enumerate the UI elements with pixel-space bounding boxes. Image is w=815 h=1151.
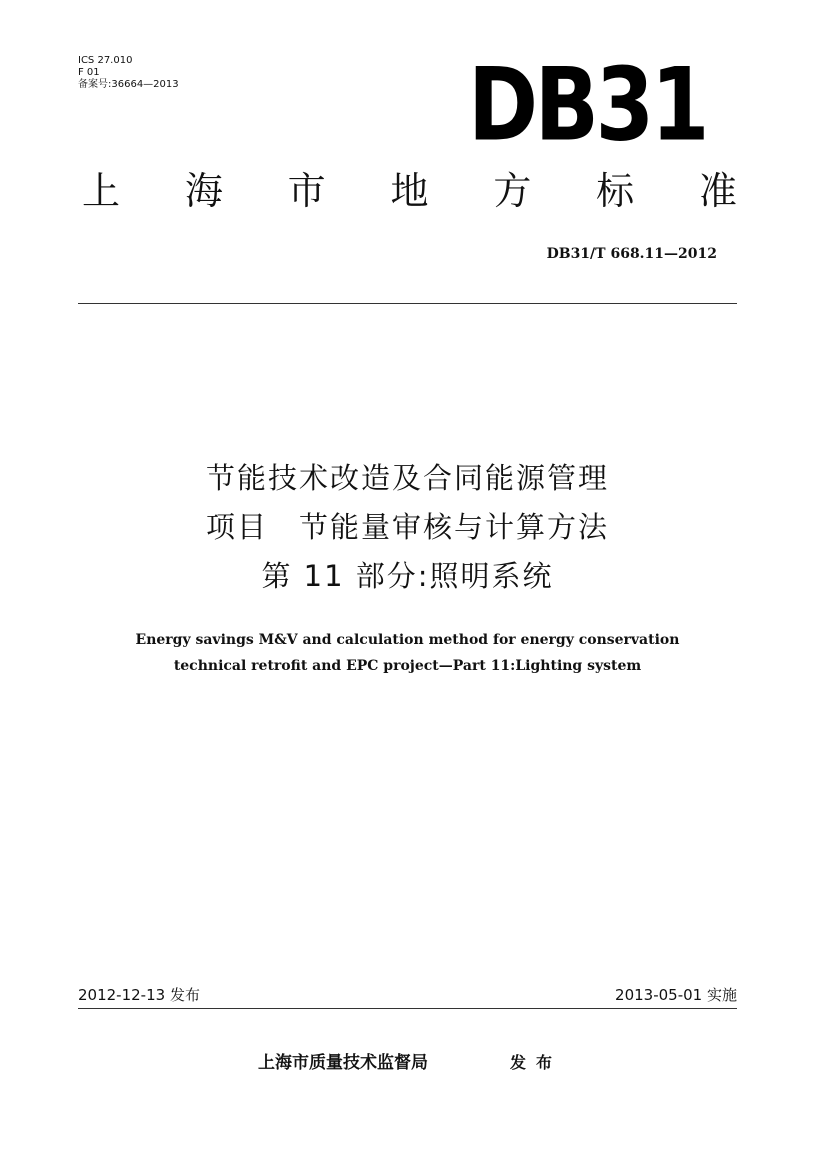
standard-number: DB31/T 668.11—2012 [546,246,717,262]
top-divider [78,303,737,304]
title-cn-line-1: 节能技术改造及合同能源管理 [205,461,609,495]
publisher-name: 上海市质量技术监督局 [258,1053,428,1073]
standard-type-char: 准 [698,169,737,213]
standard-type-char: 地 [390,169,429,213]
bottom-divider [78,1008,737,1009]
title-en-line-2: technical retrofit and EPC project—Part 11:Lighting system [173,658,642,674]
title-cn-line-2: 项目 节能量审核与计算方法 [205,510,609,544]
standard-type-char: 市 [287,169,326,213]
standard-type-char: 方 [493,169,532,213]
issue-date: 2012-12-13 发布 [78,986,200,1004]
standard-type-title [82,168,737,214]
publisher-action: 发布 [510,1053,563,1072]
record-number: 备案号:36664—2013 [78,79,179,90]
db31-logo: DB31 [468,46,706,164]
ics-code: ICS 27.010 [78,55,133,66]
implement-date: 2013-05-01 实施 [615,986,737,1004]
header-meta [78,55,179,91]
standard-type-char: 标 [596,169,635,213]
category-code: F 01 [78,67,100,78]
title-en-line-1: Energy savings M&V and calculation method for energy conservation [135,632,680,648]
standard-type-char: 海 [184,169,223,213]
standard-type-char: 上 [82,169,121,213]
title-cn-line-3: 第 11 部分:照明系统 [261,559,554,593]
